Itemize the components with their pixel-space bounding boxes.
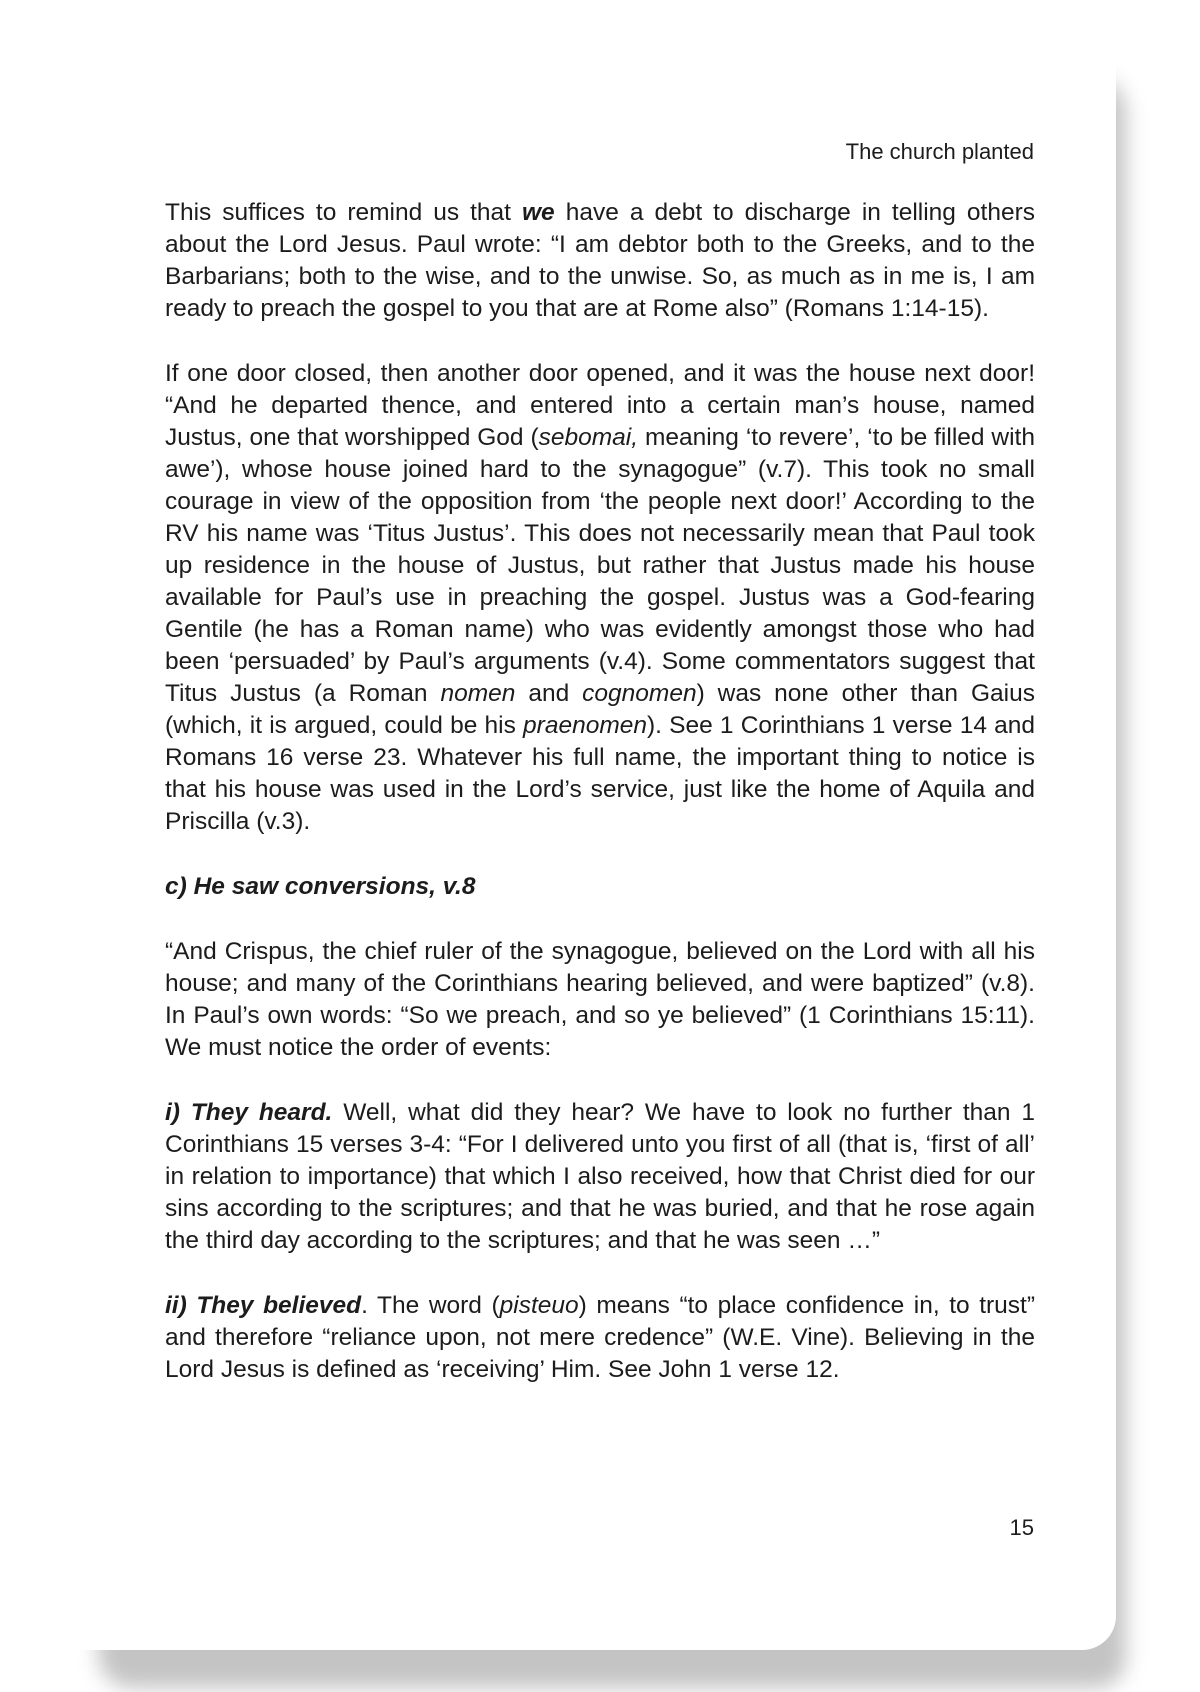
term-sebomai: sebomai, <box>538 424 639 451</box>
body-text <box>165 197 1035 1419</box>
text-run: and <box>515 680 583 707</box>
page-number: 15 <box>1009 1515 1034 1540</box>
text-run: If one door closed, then another door opened, and it was the house next door! “And he departed thence, and entered into a certain man’s house, named Justus, one that worshipped God ( <box>165 360 1035 451</box>
text-run: This suffices to remind us that <box>165 199 522 226</box>
emphasis-we: we <box>522 199 555 226</box>
term-nomen: nomen <box>440 680 516 707</box>
paragraph-they-heard <box>165 1097 1035 1257</box>
term-praenomen: praenomen <box>523 712 647 739</box>
text-run: ). See 1 Corinthians 1 verse 14 and Romans 16 verse 23. Whatever his full name, the important thing to notice is that his house was used in the Lord’s service, just like the home of Aquila and Priscilla (v.3). <box>165 712 1035 835</box>
section-heading <box>165 871 1035 903</box>
paragraph-debt <box>165 197 1035 325</box>
text-run: ) was none other than Gaius (which, it is argued, could be his <box>165 680 1035 739</box>
paragraph-they-believed <box>165 1290 1035 1386</box>
paragraph-crispus: “And Crispus, the chief ruler of the synagogue, believed on the Lord with all his house; and many of the Corinthians hearing believed, and were baptized” (v.8). In Paul’s own words: “So we preach, and so ye believed” (1 Corinthians 15:11). We must notice the order of events: <box>165 938 1035 1061</box>
text-run: meaning ‘to revere’, ‘to be filled with awe’), whose house joined hard to the synagogue” (v.7). This took no small courage in view of the opposition from ‘the people next door!’ According to the RV his name was ‘Titus Justus’. This does not necessarily mean that Paul took up residence in the house of Justus, but rather that Justus made his house available for Paul’s use in preaching the gospel. Justus was a God-fearing Gentile (he has a Roman name) who was evidently amongst those who had been ‘persuaded’ by Paul’s arguments (v.4). Some commentators suggest that Titus Justus (a Roman <box>165 424 1035 707</box>
heading-text: c) He saw conversions, v.8 <box>165 873 476 900</box>
term-cognomen: cognomen <box>582 680 697 707</box>
text-run: ) means “to place confidence in, to trust” and therefore “reliance upon, not mere credence” (W.E. Vine). Believing in the Lord Jesus is defined as ‘receiving’ Him. See John 1 verse 12. <box>165 1292 1036 1383</box>
paragraph-justus <box>165 358 1035 838</box>
text-run: . The word ( <box>361 1292 500 1319</box>
point-lead-heard: i) They heard. <box>165 1099 333 1126</box>
text-run: Well, what did they hear? We have to look no further than 1 Corinthians 15 verses 3-4: “For I delivered unto you first of all (that is, ‘first of all’ in relation to importance) that which I also received, how that Christ died for our sins according to the scriptures; and that he was buried, and that he rose again the third day according to the scriptures; and that he was seen …” <box>165 1099 1035 1254</box>
point-lead-believed: ii) They believed <box>165 1292 362 1319</box>
text-run: have a debt to discharge in telling others about the Lord Jesus. Paul wrote: “I am debtor both to the Greeks, and to the Barbarians; both to the wise, and to the unwise. So, as much as in me is, I am ready to preach the gospel to you that are at Rome also” (Romans 1:14-15). <box>165 199 1035 322</box>
term-pisteuo: pisteuo <box>499 1292 579 1319</box>
running-header: The church planted <box>845 139 1034 164</box>
